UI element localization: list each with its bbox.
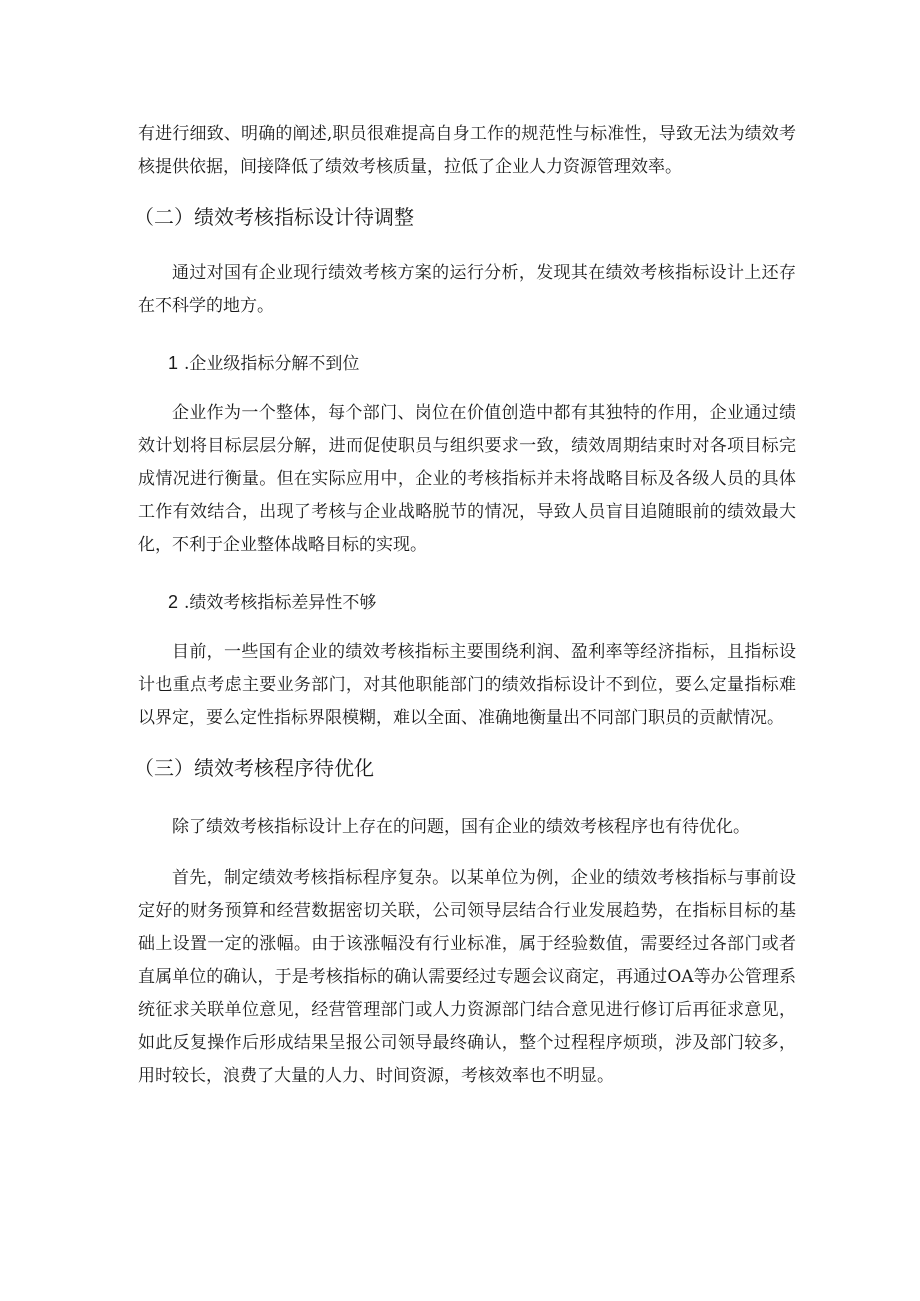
- subheading-1-text: .企业级指标分解不到位: [184, 354, 360, 374]
- paragraph-continuation: 有进行细致、明确的阐述,职员很难提高自身工作的规范性与标准性，导致无法为绩效考核提供依据，间接降低了绩效考核质量，拉低了企业人力资源管理效率。: [138, 124, 796, 177]
- document-page: [134, 118, 796, 1093]
- paragraph-differentiation: 目前，一些国有企业的绩效考核指标主要围绕利润、盈利率等经济指标，且指标设计也重点考虑主要业务部门，对其他职能部门的绩效指标设计不到位，要么定量指标难以界定，要么定性指标界限模糊，难以全面、准确地衡量出不同部门职员的贡献情况。: [138, 642, 796, 728]
- paragraph-procedure-intro: 除了绩效考核指标设计上存在的问题，国有企业的绩效考核程序也有待优化。: [172, 817, 750, 837]
- subheading-1: [138, 348, 796, 379]
- section-heading-2: （二）绩效考核指标设计待调整: [134, 205, 414, 229]
- subheading-2-number: 2: [168, 592, 179, 612]
- subheading-1-number: 1: [168, 353, 179, 373]
- subheading-2-text: .绩效考核指标差异性不够: [184, 593, 377, 613]
- paragraph-intro-indicators: 通过对国有企业现行绩效考核方案的运行分析，发现其在绩效考核指标设计上还存在不科学的地方。: [138, 263, 796, 316]
- paragraph-procedure-detail: 首先，制定绩效考核指标程序复杂。以某单位为例，企业的绩效考核指标与事前设定好的财务预算和经营数据密切关联，公司领导层结合行业发展趋势，在指标目标的基础上设置一定的涨幅。由于该涨幅没有行业标准，属于经验数值，需要经过各部门或者直属单位的确认，于是考核指标的确认需要经过专题会议商定，再通过OA等办公管理系统征求关联单位意见，经营管理部门或人力资源部门结合意见进行修订后再征求意见，如此反复操作后形成结果呈报公司领导最终确认，整个过程程序烦琐，涉及部门较多，用时较长，浪费了大量的人力、时间资源，考核效率也不明显。: [138, 868, 796, 1086]
- section-heading-3: （三）绩效考核程序待优化: [134, 756, 374, 780]
- subheading-2: [138, 587, 796, 618]
- paragraph-decomposition: 企业作为一个整体，每个部门、岗位在价值创造中都有其独特的作用，企业通过绩效计划将目标层层分解，进而促使职员与组织要求一致，绩效周期结束时对各项目标完成情况进行衡量。但在实际应用中，企业的考核指标并未将战略目标及各级人员的具体工作有效结合，出现了考核与企业战略脱节的情况，导致人员盲目追随眼前的绩效最大化，不利于企业整体战略目标的实现。: [138, 403, 796, 555]
